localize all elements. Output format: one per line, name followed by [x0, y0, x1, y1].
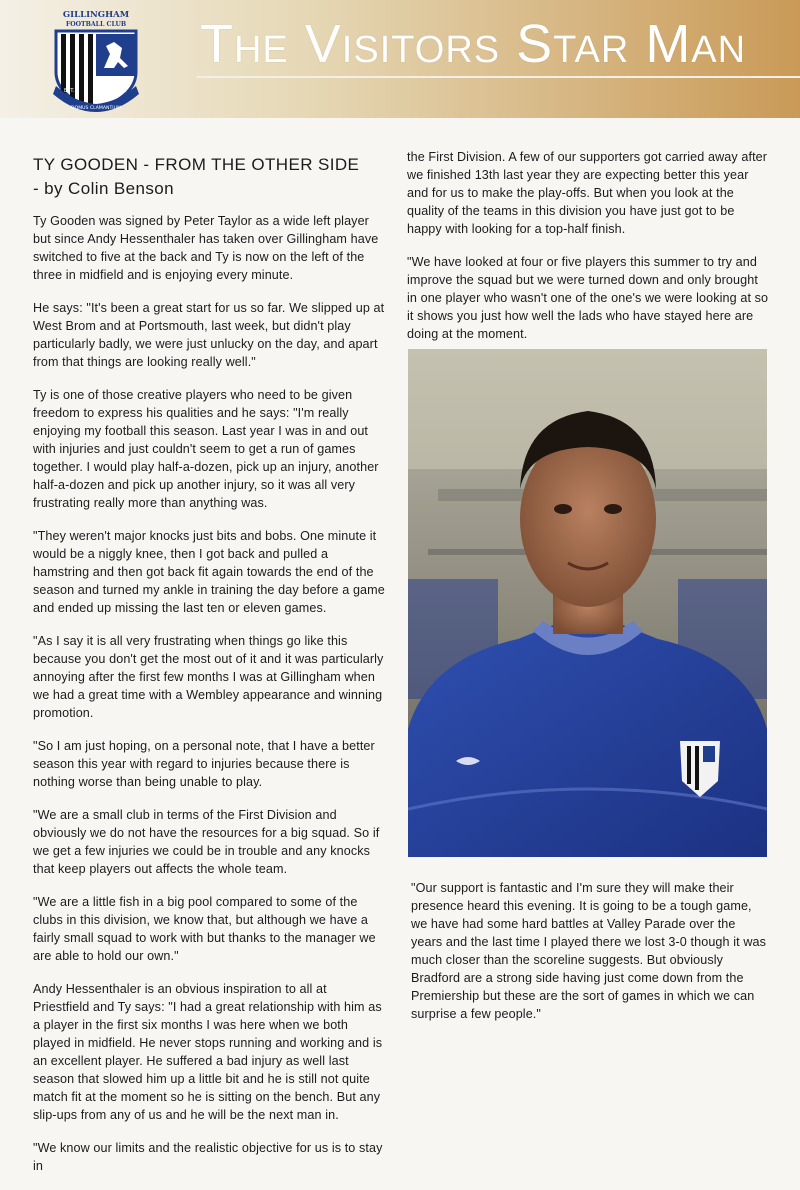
crest-name-line2: FOOTBALL CLUB [65, 21, 127, 28]
paragraph: "They weren't major knocks just bits and bobs. One minute it would be a niggly knee, then I got back and pulled a hamstring and then got back fit again towards the end of the season and turned my ankle in training the day before a game and ended up missing the last ten or eleven games. [33, 529, 385, 615]
paragraph: "So I am just hoping, on a personal note, that I have a better season this year with regard to injuries because there is nothing worse than being unable to play. [33, 739, 375, 789]
paragraph: Andy Hessenthaler is an obvious inspiration to all at Priestfield and Ty says: "I had a great relationship with him as a player in the first six months I was here when we both played in midfield. He never stops running and working and is an excellent player. He suffered a bad injury as well last season that slowed him up a little bit and he is still not quite match fit at the moment so he is sitting on the bench. But any slip-ups from any of us and he will be the next man in. [33, 982, 383, 1122]
paragraph: "We know our limits and the realistic objective for us is to stay in [33, 1141, 383, 1173]
crest-motto: DOMUS CLAMANTIUM [71, 106, 121, 111]
paragraph: He says: "It's been a great start for us so far. We slipped up at West Brom and at Portsmouth, last week, but didn't play particularly badly, we were just unlucky on the day, and apart from that things are looking really well." [33, 301, 385, 369]
player-photo [408, 349, 767, 857]
paragraph: "Our support is fantastic and I'm sure they will make their presence heard this evening. It is going to be a tough game, we have had some hard battles at Valley Parade over the years and the last time I played there we lost 3-0 though it was much closer than the scoreline suggests. But obviously Bradford are a strong side having just come down from the Premiership but these are the sort of games in which we can surprise a few people." [411, 881, 767, 1021]
article-byline: - by Colin Benson [33, 179, 174, 198]
page-title: The Visitors Star Man [200, 14, 747, 74]
paragraph: Ty Gooden was signed by Peter Taylor as a wide left player but since Andy Hessenthaler has taken over Gillingham have switched to five at the back and Ty is now on the left of the three in midfield and is enjoying every minute. [33, 214, 379, 282]
article-headline: TY GOODEN - FROM THE OTHER SIDE [33, 155, 360, 174]
paragraph: "As I say it is all very frustrating when things go like this because you don't get the most out of it and it was particularly annoying after the first few months I was at Gillingham when we had a great time with a Wembley appearance and winning promotion. [33, 634, 384, 720]
left-column [33, 212, 385, 1190]
club-crest-logo [44, 6, 148, 116]
paragraph: the First Division. A few of our supporters got carried away after we finished 13th last year they are expecting better this year and for us to make the play-offs. But when you look at the quality of the teams in this division you have just got to be happy with looking for a top-half finish. [407, 150, 768, 236]
right-column-top [407, 148, 769, 358]
crest-year: 1893 [114, 88, 127, 94]
paragraph: "We are a small club in terms of the First Division and obviously we do not have the resources for a big squad. So if we get a few injuries we could be in trouble and any knocks that keep players out affects the whole team. [33, 808, 380, 876]
right-column-bottom [411, 879, 769, 1038]
paragraph: "We are a little fish in a big pool compared to some of the clubs in this division, we know that, but although we have a fairly small squad to work with but thanks to the manager we are able to hold our own." [33, 895, 376, 963]
crest-est: EST. [64, 88, 75, 94]
header-rule [197, 76, 800, 78]
paragraph: Ty is one of those creative players who need to be given freedom to express his qualities and he says: "I'm really enjoying my football this season. Last year I was in and out with injuries and just couldn't seem to get a run of games together. I would play half-a-dozen, pick up an injury, another half-a-dozen and pick up another injury, so it was all very frustrating really more than anything was. [33, 388, 379, 510]
paragraph: "We have looked at four or five players this summer to try and improve the squad but we were turned down and only brought in one player who wasn't one of the one's we were looking at so it shows you just how well the lads who have stayed here are doing at the moment. [407, 255, 769, 341]
crest-name-line1: GILLINGHAM [62, 10, 130, 20]
article-headline-block [33, 153, 385, 201]
